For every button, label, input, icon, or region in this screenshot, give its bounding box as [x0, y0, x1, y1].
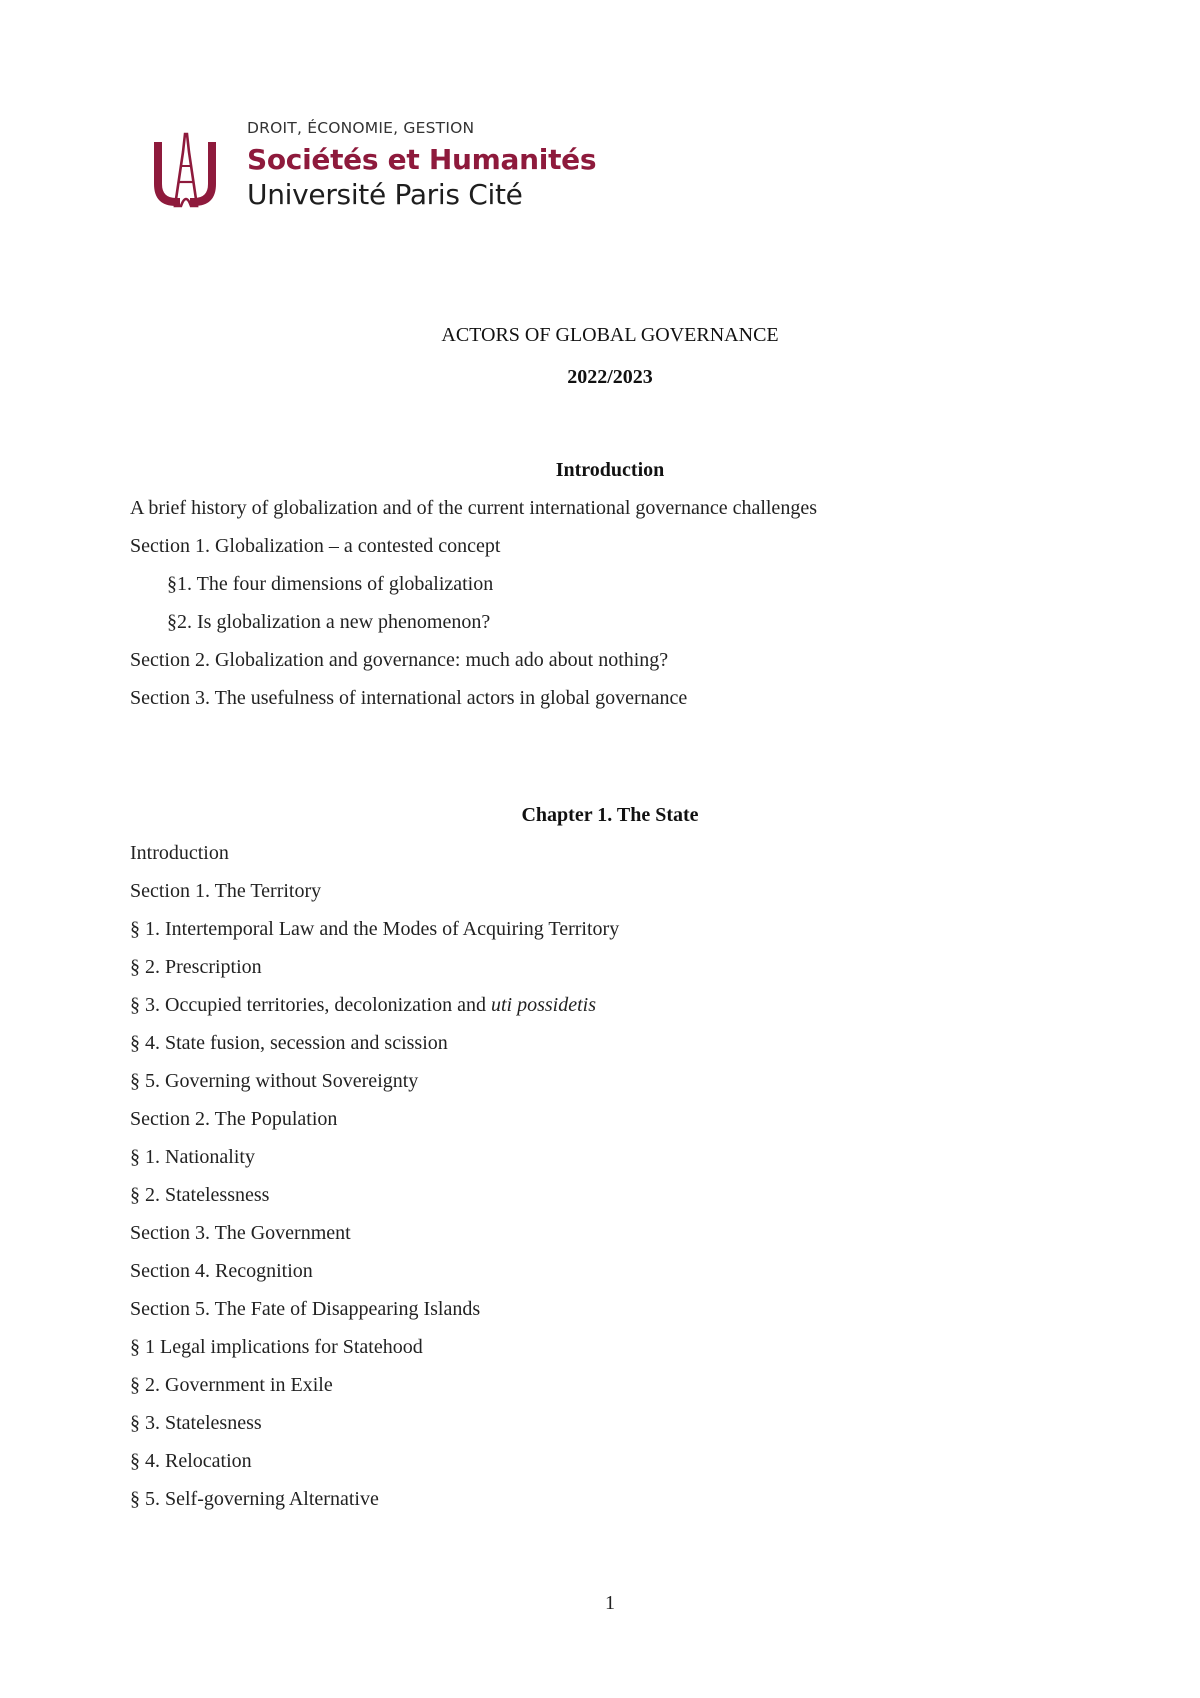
- toc-item: § 2. Statelessness: [130, 1184, 270, 1206]
- toc-item: Section 1. The Territory: [130, 880, 322, 902]
- toc-item: Introduction: [130, 842, 229, 864]
- toc-item: Section 2. The Population: [130, 1108, 338, 1130]
- toc-item: § 4. Relocation: [130, 1450, 252, 1472]
- document-title: ACTORS OF GLOBAL GOVERNANCE: [441, 324, 779, 346]
- toc-item: §1. The four dimensions of globalization: [167, 573, 494, 595]
- logo-wordmark: [247, 118, 596, 212]
- university-logo: [150, 118, 610, 218]
- toc-item: [130, 993, 596, 1017]
- toc-item: § 2. Government in Exile: [130, 1374, 333, 1396]
- chapter-heading: Chapter 1. The State: [521, 804, 699, 826]
- toc-item: § 1 Legal implications for Statehood: [130, 1336, 423, 1358]
- toc-item-text: § 3. Occupied territories, decolonization and: [130, 994, 491, 1016]
- toc-item: § 1. Intertemporal Law and the Modes of Acquiring Territory: [130, 918, 620, 940]
- toc-item: Section 3. The usefulness of international actors in global governance: [130, 687, 688, 709]
- toc-item: Section 5. The Fate of Disappearing Islands: [130, 1298, 481, 1320]
- toc-item: A brief history of globalization and of the current international governance challenges: [130, 497, 817, 519]
- toc-item: Section 4. Recognition: [130, 1260, 313, 1282]
- toc-item-italic-term: uti possidetis: [491, 994, 597, 1016]
- logo-faculty-name: Sociétés et Humanités: [247, 143, 597, 176]
- toc-item: Section 1. Globalization – a contested concept: [130, 535, 501, 557]
- toc-item: Section 2. Globalization and governance: much ado about nothing?: [130, 649, 669, 671]
- toc-item: § 2. Prescription: [130, 956, 262, 978]
- toc-item: § 5. Self-governing Alternative: [130, 1488, 379, 1510]
- introduction-heading: Introduction: [555, 459, 665, 481]
- toc-item: Section 3. The Government: [130, 1222, 351, 1244]
- toc-item: §2. Is globalization a new phenomenon?: [167, 611, 491, 633]
- toc-item: § 4. State fusion, secession and scission: [130, 1032, 448, 1054]
- toc-item: § 3. Statelesness: [130, 1412, 262, 1434]
- logo-tagline: DROIT, ÉCONOMIE, GESTION: [247, 119, 475, 137]
- logo-university-name: Université Paris Cité: [247, 178, 523, 211]
- university-emblem-icon: [150, 132, 230, 212]
- toc-item: § 5. Governing without Sovereignty: [130, 1070, 419, 1092]
- academic-year: 2022/2023: [567, 366, 653, 388]
- toc-item: § 1. Nationality: [130, 1146, 255, 1168]
- page-number: 1: [605, 1592, 615, 1614]
